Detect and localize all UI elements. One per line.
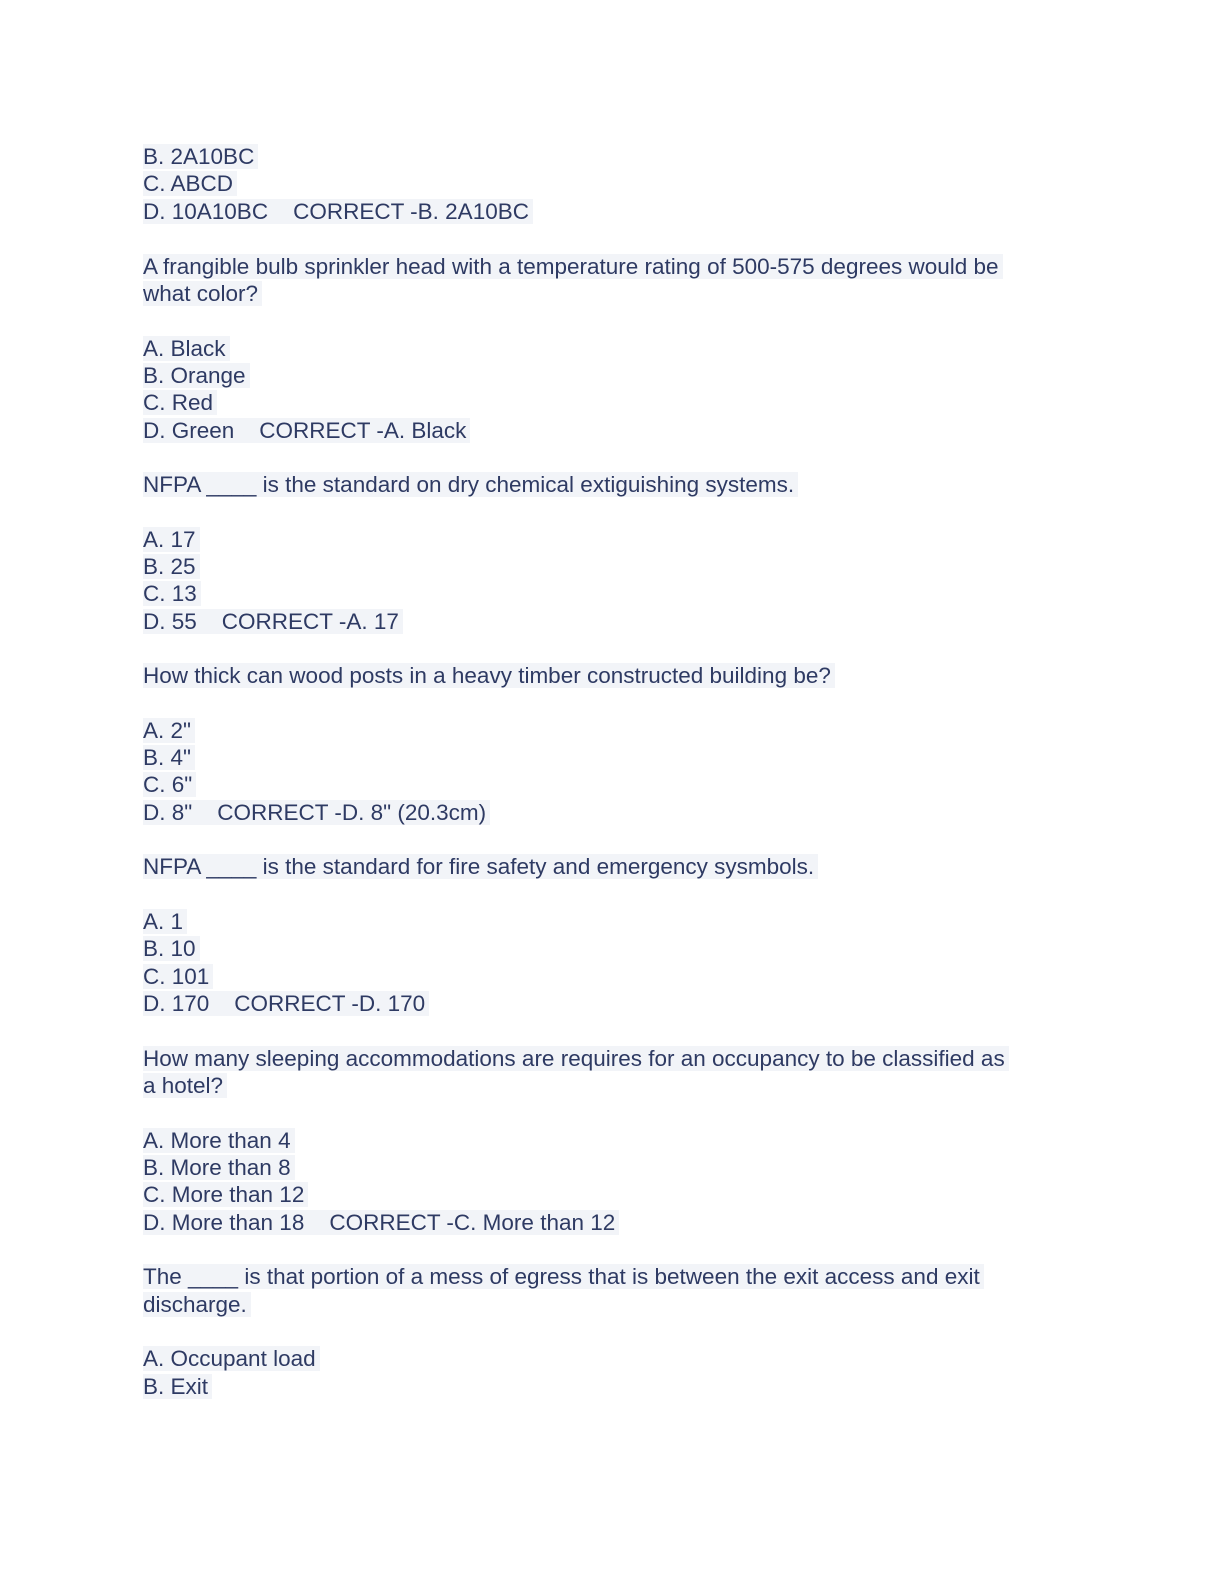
answer-option-with-correct: D. 10A10BC CORRECT -B. 2A10BC — [143, 198, 533, 225]
question-text: How thick can wood posts in a heavy timber constructed building be? — [143, 662, 835, 689]
question-text: A frangible bulb sprinkler head with a temperature rating of 500-575 degrees would be — [143, 253, 1003, 280]
answer-option: C. ABCD — [143, 170, 237, 197]
answer-option: B. 25 — [143, 553, 200, 580]
answer-option-with-correct: D. 55 CORRECT -A. 17 — [143, 608, 403, 635]
answer-option: A. Occupant load — [143, 1345, 320, 1372]
answer-option-with-correct: D. 170 CORRECT -D. 170 — [143, 990, 429, 1017]
question-text: How many sleeping accommodations are requires for an occupancy to be classified as — [143, 1045, 1009, 1072]
question-text: NFPA ____ is the standard for fire safety and emergency sysmbols. — [143, 853, 818, 880]
answer-option-with-correct: D. 8" CORRECT -D. 8" (20.3cm) — [143, 799, 490, 826]
question-text: NFPA ____ is the standard on dry chemical extiguishing systems. — [143, 471, 798, 498]
answer-option-with-correct: D. Green CORRECT -A. Black — [143, 417, 470, 444]
answer-option: A. 1 — [143, 908, 187, 935]
answer-option: C. Red — [143, 389, 217, 416]
answer-option: A. 2" — [143, 717, 195, 744]
answer-option: B. Exit — [143, 1373, 212, 1400]
question-text: discharge. — [143, 1291, 251, 1318]
answer-option: A. More than 4 — [143, 1127, 295, 1154]
answer-option: B. Orange — [143, 362, 250, 389]
answer-option: B. 2A10BC — [143, 143, 258, 170]
question-text: a hotel? — [143, 1072, 227, 1099]
answer-option: C. 13 — [143, 580, 201, 607]
answer-option: A. 17 — [143, 526, 200, 553]
answer-option: C. 101 — [143, 963, 213, 990]
answer-option: C. More than 12 — [143, 1181, 308, 1208]
answer-option-with-correct: D. More than 18 CORRECT -C. More than 12 — [143, 1209, 619, 1236]
answer-option: A. Black — [143, 335, 230, 362]
question-text: what color? — [143, 280, 262, 307]
answer-option: B. 4" — [143, 744, 195, 771]
answer-option: B. 10 — [143, 935, 200, 962]
answer-option: C. 6" — [143, 771, 196, 798]
question-text: The ____ is that portion of a mess of egress that is between the exit access and exit — [143, 1263, 984, 1290]
answer-option: B. More than 8 — [143, 1154, 295, 1181]
